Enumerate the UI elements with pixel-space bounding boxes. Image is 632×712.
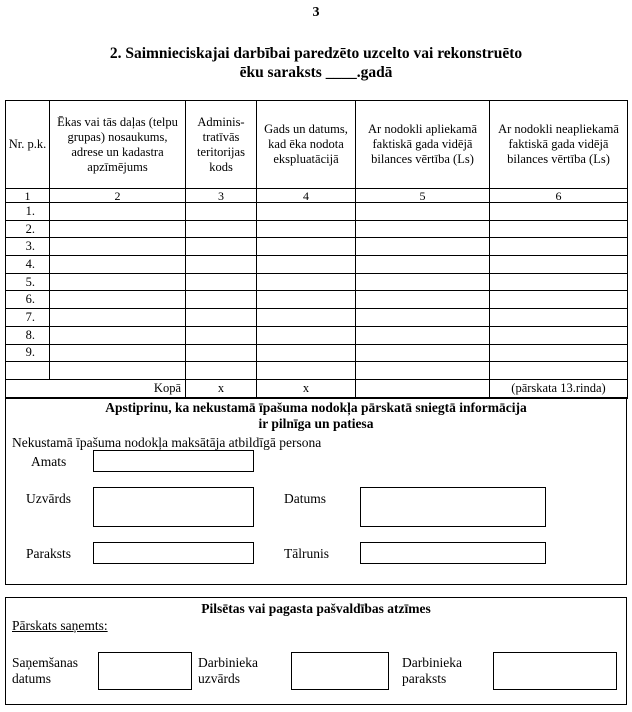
table-cell[interactable]: [490, 238, 628, 256]
table-cell[interactable]: [257, 326, 356, 344]
table-row: [6, 273, 628, 291]
row-number: 2.: [6, 220, 50, 238]
declaration-title-line-2: ir pilnīga un patiesa: [258, 416, 374, 431]
table-cell[interactable]: [186, 309, 257, 327]
table-cell[interactable]: [50, 309, 186, 327]
table-cell[interactable]: [490, 326, 628, 344]
municipality-box: [5, 597, 627, 705]
employee-surname-label-line-1: Darbinieka: [198, 655, 258, 670]
table-cell[interactable]: [50, 256, 186, 274]
row-number: 6.: [6, 291, 50, 309]
employee-surname-label-line-2: uzvārds: [198, 671, 240, 686]
receipt-date-label-line-1: Saņemšanas: [12, 655, 78, 670]
table-cell[interactable]: [356, 344, 490, 362]
table-cell[interactable]: [356, 256, 490, 274]
table-row: [6, 326, 628, 344]
table-cell[interactable]: [356, 326, 490, 344]
employee-signature-field[interactable]: [493, 652, 617, 690]
table-cell[interactable]: [490, 362, 628, 380]
table-cell[interactable]: [257, 309, 356, 327]
row-number: 7.: [6, 309, 50, 327]
phone-field[interactable]: [360, 542, 546, 564]
employee-signature-label: [402, 655, 462, 687]
phone-label: Tālrunis: [284, 546, 329, 561]
title-line-2: ēku saraksts ____.gadā: [239, 64, 393, 81]
table-cell[interactable]: [356, 220, 490, 238]
table-cell[interactable]: [356, 309, 490, 327]
declaration-box: [5, 397, 627, 585]
table-cell[interactable]: [50, 362, 186, 380]
receipt-date-label: [12, 655, 78, 687]
total-col4: x: [257, 379, 356, 398]
table-cell[interactable]: [257, 273, 356, 291]
total-col3: x: [186, 379, 257, 398]
row-number: [6, 362, 50, 380]
table-cell[interactable]: [490, 309, 628, 327]
row-number: 5.: [6, 273, 50, 291]
title-line-1: 2. Saimnieciskajai darbībai paredzēto uzcelto vai rekonstruēto: [109, 45, 523, 62]
table-cell[interactable]: [186, 238, 257, 256]
row-number: 3.: [6, 238, 50, 256]
total-label: Kopā: [6, 379, 186, 398]
header-building-name: Ēkas vai tās daļas (telpu grupas) nosaukums, adrese un kadastra apzīmējums: [50, 101, 186, 189]
table-cell[interactable]: [356, 273, 490, 291]
table-cell[interactable]: [490, 220, 628, 238]
employee-surname-field[interactable]: [291, 652, 389, 690]
header-territory-code: Adminis-tratīvās teritorijas kods: [186, 101, 257, 189]
row-number: 9.: [6, 344, 50, 362]
header-nr: Nr. p.k.: [6, 101, 50, 189]
declaration-title-line-1: Apstiprinu, ka nekustamā īpašuma nodokļa pārskatā sniegtā informācija: [105, 400, 527, 415]
position-field[interactable]: [93, 450, 254, 472]
column-number: 6: [490, 189, 628, 203]
table-cell[interactable]: [186, 273, 257, 291]
table-row: [6, 309, 628, 327]
received-label: Pārskats saņemts:: [12, 618, 108, 633]
table-cell[interactable]: [356, 203, 490, 221]
receipt-date-field[interactable]: [98, 652, 192, 690]
employee-signature-label-line-1: Darbinieka: [402, 655, 462, 670]
table-cell[interactable]: [186, 256, 257, 274]
table-cell[interactable]: [356, 362, 490, 380]
page-title: [0, 44, 632, 82]
surname-field[interactable]: [93, 487, 254, 527]
table-cell[interactable]: [257, 362, 356, 380]
header-nontaxable-value: Ar nodokli neapliekamā faktiskā gada vidējā bilances vērtība (Ls): [490, 101, 628, 189]
table-cell[interactable]: [186, 326, 257, 344]
table-row: [6, 220, 628, 238]
table-cell[interactable]: [257, 203, 356, 221]
total-row: [6, 379, 628, 398]
date-field[interactable]: [360, 487, 546, 527]
signature-label: Paraksts: [26, 546, 71, 561]
table-cell[interactable]: [186, 344, 257, 362]
table-header-row: [6, 101, 628, 189]
responsible-person-label: Nekustamā īpašuma nodokļa maksātāja atbildīgā persona: [12, 435, 322, 450]
page-number: 3: [312, 5, 320, 20]
table-row: [6, 238, 628, 256]
buildings-table: [5, 100, 628, 399]
column-number: 1: [6, 189, 50, 203]
total-col6: (pārskata 13.rinda): [490, 379, 628, 398]
table-row: [6, 362, 628, 380]
receipt-date-label-line-2: datums: [12, 671, 51, 686]
table-cell[interactable]: [186, 203, 257, 221]
column-number-row: [6, 189, 628, 203]
table-cell[interactable]: [50, 203, 186, 221]
municipality-title: Pilsētas vai pagasta pašvaldības atzīmes: [201, 601, 431, 616]
table-cell[interactable]: [490, 291, 628, 309]
column-number: 5: [356, 189, 490, 203]
table-cell[interactable]: [257, 344, 356, 362]
table-cell[interactable]: [186, 362, 257, 380]
table-row: [6, 256, 628, 274]
table-row: [6, 291, 628, 309]
employee-surname-label: [198, 655, 258, 687]
table-cell[interactable]: [257, 256, 356, 274]
table-cell[interactable]: [356, 291, 490, 309]
table-cell[interactable]: [50, 326, 186, 344]
table-cell[interactable]: [50, 344, 186, 362]
table-cell[interactable]: [257, 238, 356, 256]
declaration-title: [6, 400, 626, 432]
table-cell[interactable]: [50, 273, 186, 291]
table-cell[interactable]: [50, 238, 186, 256]
table-cell[interactable]: [490, 344, 628, 362]
table-cell[interactable]: [257, 291, 356, 309]
table-cell[interactable]: [257, 220, 356, 238]
table-cell[interactable]: [186, 291, 257, 309]
signature-field[interactable]: [93, 542, 254, 564]
column-number: 4: [257, 189, 356, 203]
row-number: 8.: [6, 326, 50, 344]
row-number: 4.: [6, 256, 50, 274]
employee-signature-label-line-2: paraksts: [402, 671, 447, 686]
table-cell[interactable]: [490, 256, 628, 274]
position-label: Amats: [31, 454, 67, 469]
header-taxable-value: Ar nodokli apliekamā faktiskā gada vidējā bilances vērtība (Ls): [356, 101, 490, 189]
table-row: [6, 203, 628, 221]
table-row: [6, 344, 628, 362]
table-cell[interactable]: [186, 220, 257, 238]
table-cell[interactable]: [50, 291, 186, 309]
column-number: 3: [186, 189, 257, 203]
surname-label: Uzvārds: [26, 491, 71, 506]
row-number: 1.: [6, 203, 50, 221]
table-cell[interactable]: [490, 273, 628, 291]
column-number: 2: [50, 189, 186, 203]
table-cell[interactable]: [356, 238, 490, 256]
total-col5: [356, 379, 490, 398]
header-commission-date: Gads un datums, kad ēka nodota ekspluatācijā: [257, 101, 356, 189]
table-cell[interactable]: [490, 203, 628, 221]
table-cell[interactable]: [50, 220, 186, 238]
date-label: Datums: [284, 491, 326, 506]
